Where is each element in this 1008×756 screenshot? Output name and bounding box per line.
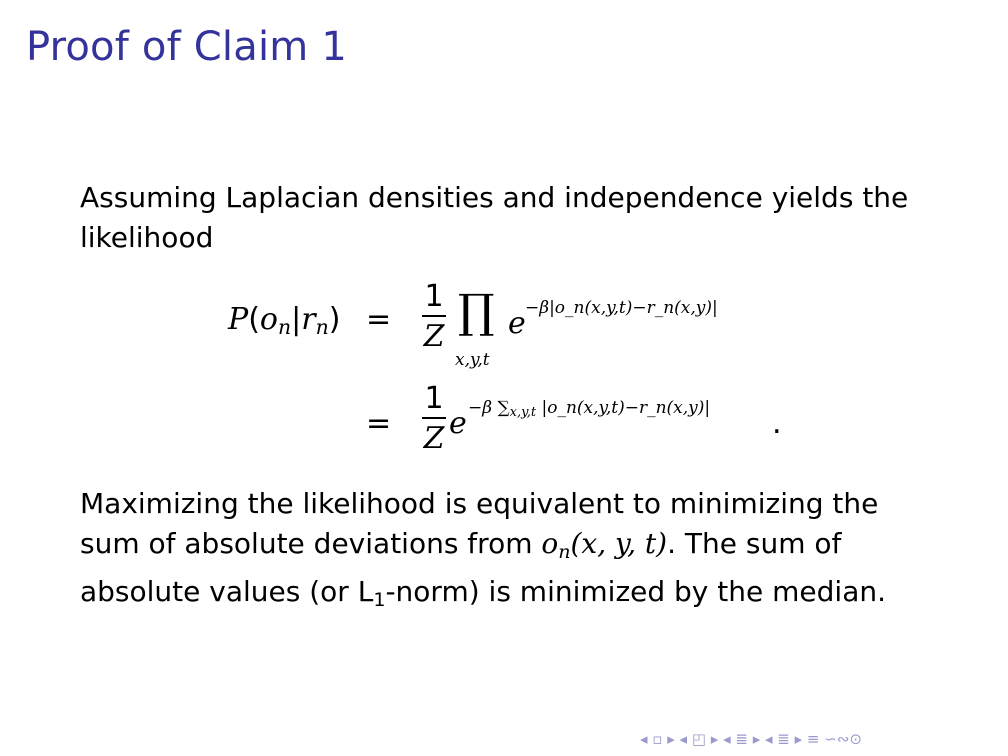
exponent-1: −β|o_n(x,y,t)−r_n(x,y)| [525,298,718,318]
beamer-navigation-bar[interactable]: ◂ ▫ ▸ ◂ ◰ ▸ ◂ ≣ ▸ ◂ ≣ ▸ ≡ ∽∾⊙ [640,730,862,748]
fraction-numerator-2: 1 [424,381,444,416]
inline-args: (x, y, t) [570,527,668,560]
intro-paragraph: Assuming Laplacian densities and independence yields the likelihood [80,181,909,254]
fraction-denominator-1: Z [423,319,445,354]
fraction-denominator-2: Z [423,421,445,456]
product-limits: x,y,t [455,350,490,370]
fraction-bar-2 [422,417,446,419]
lhs-P: P [228,302,249,337]
lhs-bar: | [291,302,302,337]
product-symbol: ∏ [458,284,495,338]
fraction-numerator-1: 1 [424,279,444,314]
lhs-sub-n2: n [315,315,329,340]
slide-title: Proof of Claim 1 [26,24,347,70]
conclusion-text-a: Maximizing the likelihood is equivalent to minimizing the sum of absolute deviations from [80,487,879,560]
lhs-open-paren: ( [248,302,260,337]
equals-sign-1: = [366,302,392,337]
exp-base-2: e [449,406,467,441]
exponent-2 [468,398,710,420]
inline-sub-n: n [558,540,571,563]
exponent-2-body: |o_n(x,y,t)−r_n(x,y)| [541,398,711,418]
exponent-2-limits: x,y,t [509,405,537,420]
lhs-o: o [259,302,278,337]
equation-lhs [228,302,340,339]
conclusion-paragraph [80,484,940,620]
conclusion-text-c: -norm) is minimized by the median. [385,574,886,608]
conclusion-text-b: . The sum of absolute values (or L [80,527,842,608]
exp-base-1: e [508,306,526,341]
equation-period: . [772,406,782,441]
lhs-sub-n1: n [277,315,292,340]
norm-subscript: 1 [373,588,386,611]
lhs-r: r [301,302,316,337]
inline-o: o [541,527,559,560]
fraction-bar-1 [422,315,446,317]
equals-sign-2: = [366,406,392,441]
lhs-close-paren: ) [328,302,341,337]
exponent-2-prefix: −β ∑ [468,398,510,418]
